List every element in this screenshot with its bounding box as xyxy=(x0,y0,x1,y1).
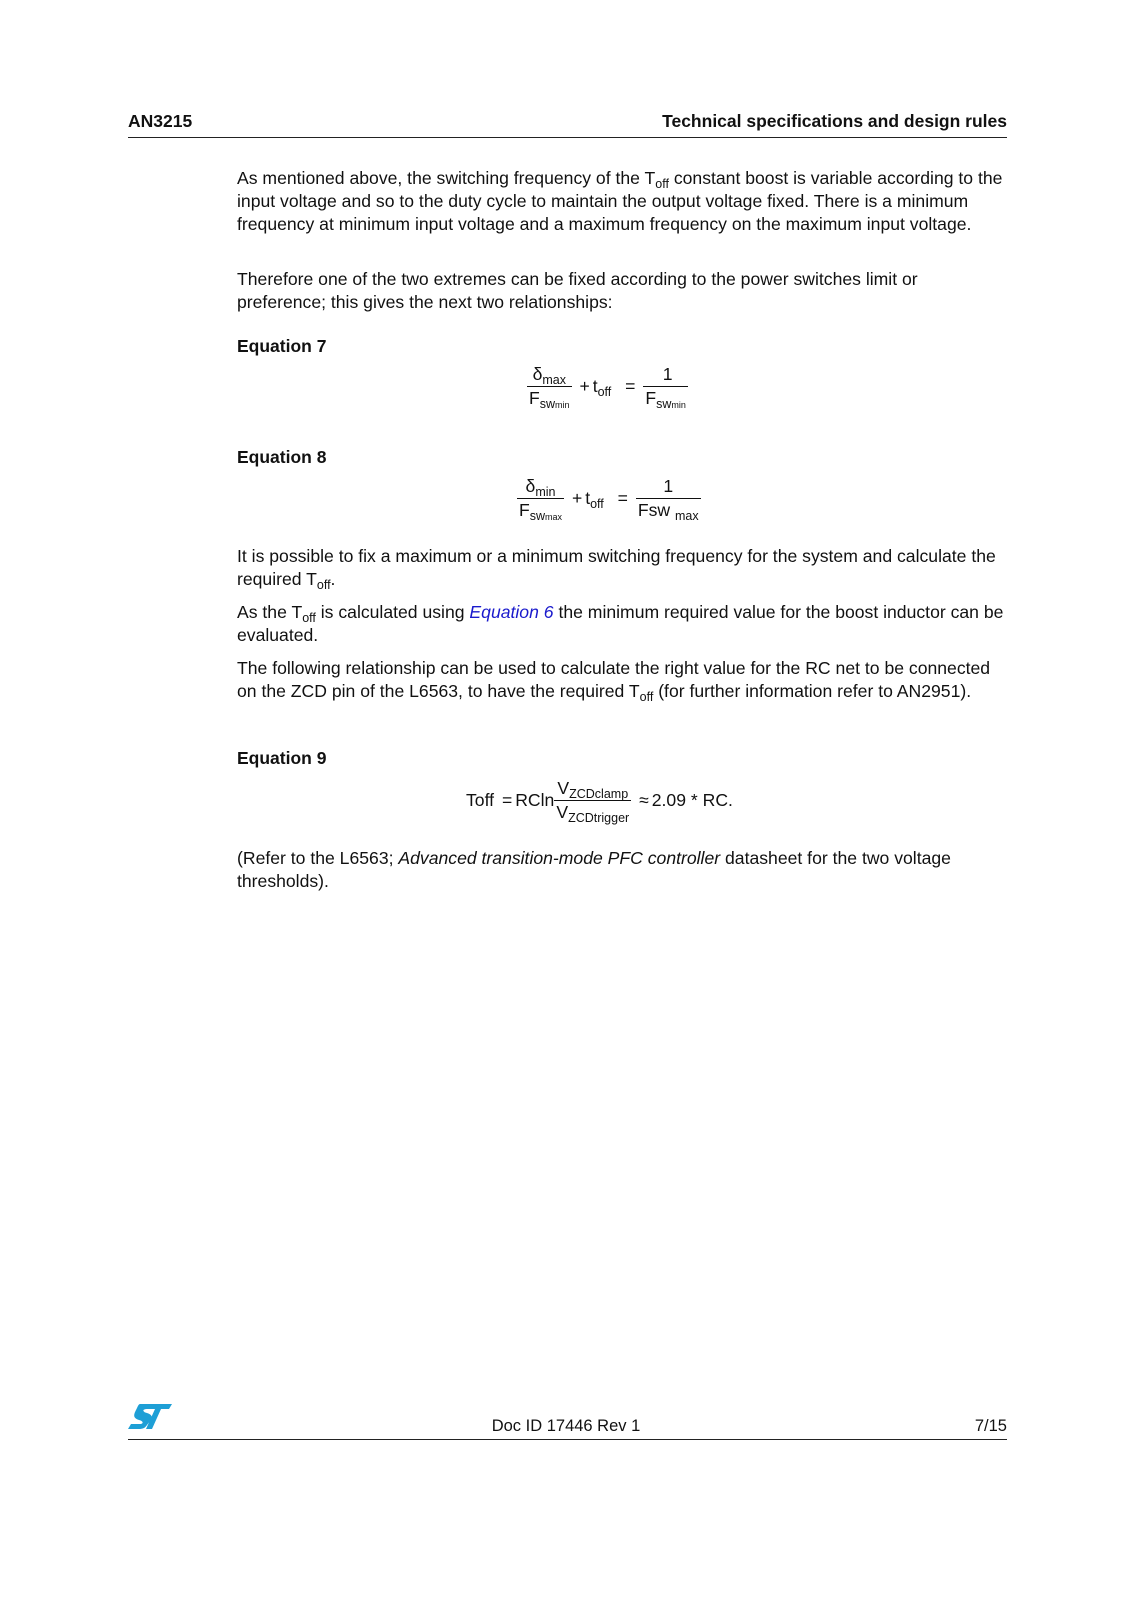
equation-9-label: Equation 9 xyxy=(237,748,327,768)
footer-rule xyxy=(128,1439,1007,1440)
paragraph-3: It is possible to fix a maximum or a minimum switching frequency for the system and calculate the required $T_{off}$. xyxy=(237,546,996,592)
eq8-rhs-fraction: $\frac{1}{Fsw _{max}}$ xyxy=(637,476,699,523)
page-number: 7/15 xyxy=(974,1417,1007,1435)
paragraph-4: As the $T_{off}$ is calculated using Equation 6 the minimum required value for the boost inductor can be evaluated. xyxy=(237,602,1004,645)
equation-6-link[interactable]: Equation 6 xyxy=(469,602,554,622)
page-header xyxy=(128,111,1007,133)
equation-7: $\frac{\delta_{max}}{F_{swmin}}$ + $t_{off}$ = $\frac{1}{F_{swmin}}$ xyxy=(529,364,686,411)
eq7-rhs-fraction: $\frac{1}{F_{swmin}}$ xyxy=(645,364,686,411)
equation-9: Toff = RCln $\frac{V_{ZCDclamp}}{V_{ZCDtrigger}}$ ≈ 2.09 * RC. xyxy=(466,778,733,825)
equation-7-label: Equation 7 xyxy=(237,336,327,356)
doc-code: AN3215 xyxy=(128,111,193,131)
equation-8: $\frac{\delta_{min}}{F_{swmax}}$ + $t_{off}$ = $\frac{1}{Fsw _{max}}$ xyxy=(519,476,699,523)
section-title: Technical specifications and design rules xyxy=(662,111,1007,131)
paragraph-6: (Refer to the L6563; Advanced transition-mode PFC controller datasheet for the two voltage thresholds). xyxy=(237,848,951,891)
equation-8-label: Equation 8 xyxy=(237,447,327,467)
eq8-lhs-fraction: $\frac{\delta_{min}}{F_{swmax}}$ xyxy=(519,476,563,523)
doc-id: Doc ID 17446 Rev 1 xyxy=(491,1417,641,1435)
paragraph-1: As mentioned above, the switching frequency of the $T_{off}$ constant boost is variable according to the input voltage and so to the duty cycle to maintain the output voltage fixed. There is a minimum frequency at minimum input voltage and a maximum frequency on the maximum input voltage. xyxy=(237,168,1003,234)
paragraph-2: Therefore one of the two extremes can be fixed according to the power switches limit or preference; this gives the next two relationships: xyxy=(237,269,918,312)
paragraph-5: The following relationship can be used to calculate the right value for the RC net to be connected on the ZCD pin of the L6563, to have the required $T_{off}$ (for further information refer to AN2951). xyxy=(237,658,991,704)
header-rule xyxy=(128,137,1007,138)
eq9-fraction: $\frac{V_{ZCDclamp}}{V_{ZCDtrigger}}$ xyxy=(556,778,630,825)
eq7-lhs-fraction: $\frac{\delta_{max}}{F_{swmin}}$ xyxy=(529,364,570,411)
